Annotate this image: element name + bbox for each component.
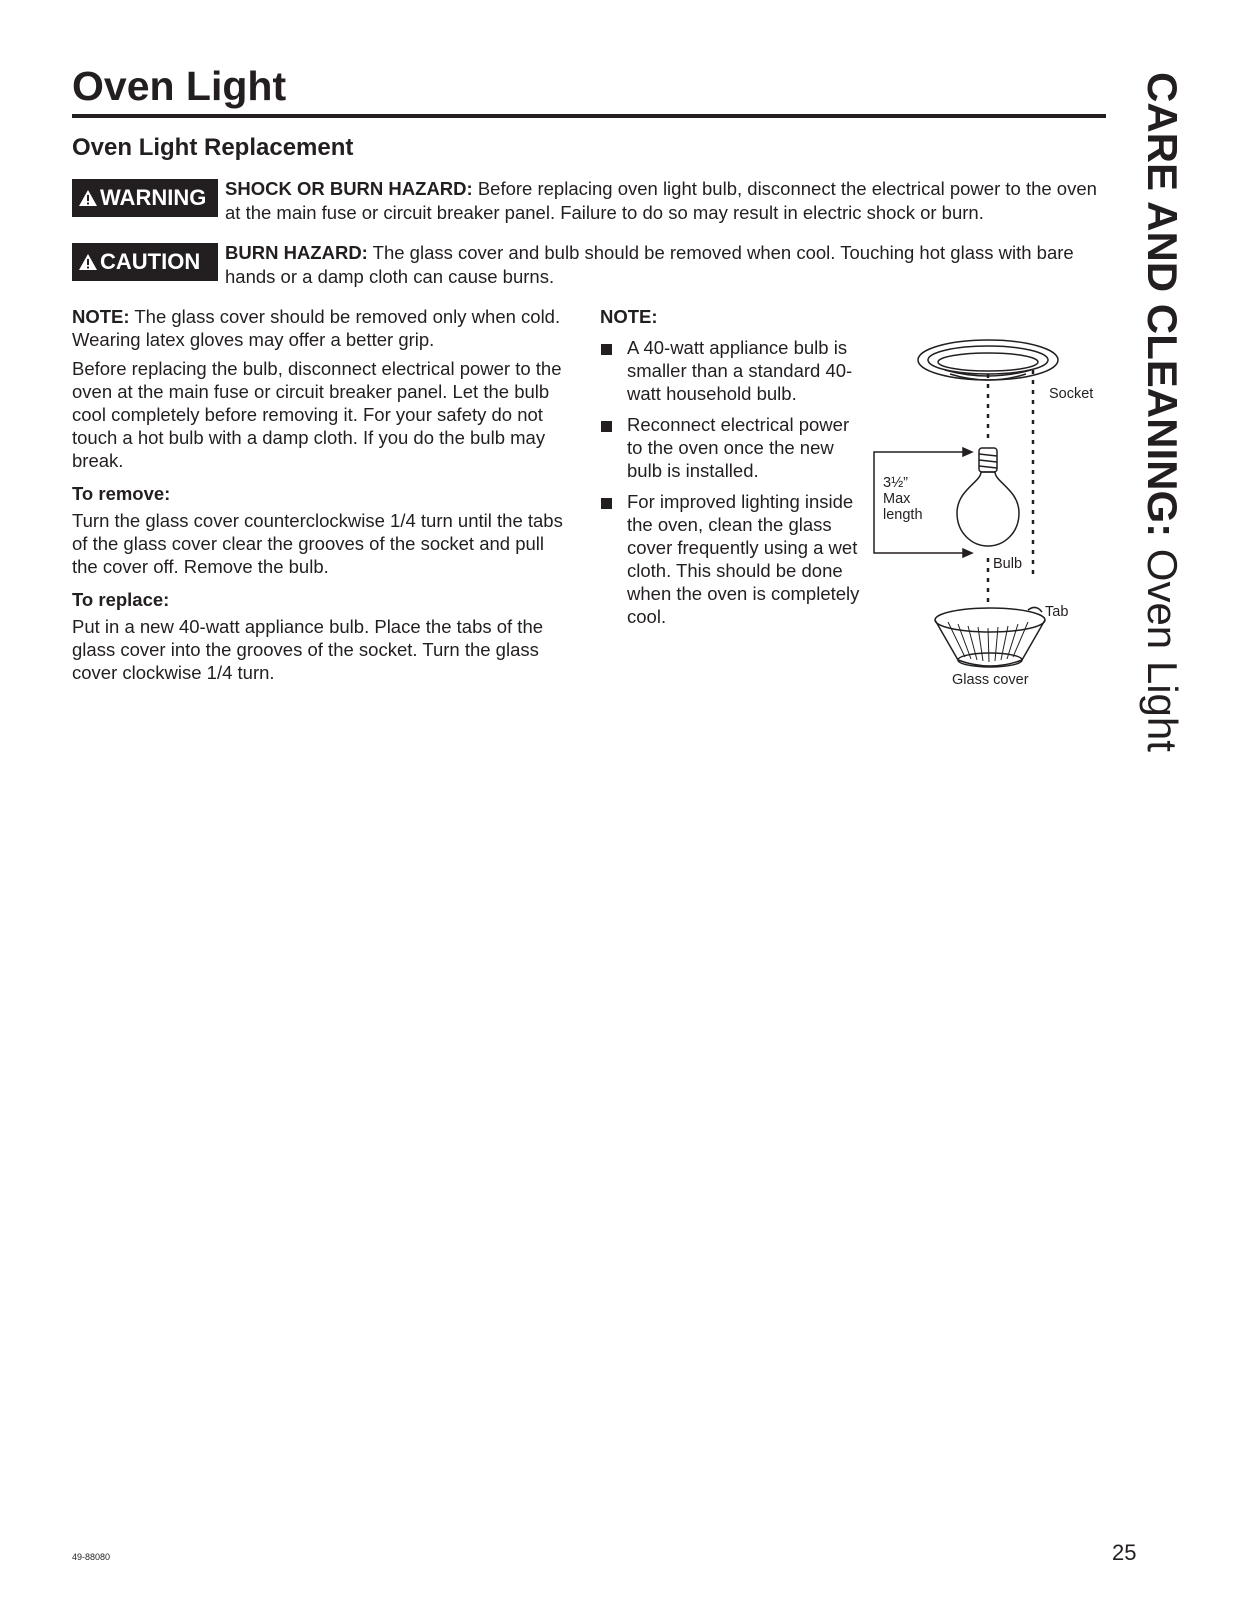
list-item-text: For improved lighting inside the oven, clean the glass cover frequently using a wet cloth. This should be done when the oven is completely cool. [627, 491, 860, 627]
remove-heading: To remove: [72, 483, 171, 504]
title-rule [72, 114, 1106, 118]
socket-label: Socket [1049, 386, 1094, 402]
page-number: 25 [1112, 1540, 1137, 1565]
length-label-3: length [883, 507, 923, 523]
length-label-1: 3½” [883, 475, 908, 491]
list-item-text: A 40-watt appliance bulb is smaller than a standard 40-watt household bulb. [627, 337, 853, 404]
tab-label: Tab [1045, 604, 1069, 620]
note-lead: NOTE: [72, 306, 130, 327]
note-paragraph [72, 305, 572, 351]
replace-heading: To replace: [72, 589, 170, 610]
bullet-square-icon [601, 421, 612, 432]
oven-light-diagram [850, 330, 1110, 700]
caution-badge [72, 243, 218, 281]
warning-body: Before replacing oven light bulb, disconnect the electrical power to the oven at the main fuse or circuit breaker panel. Failure to do so may result in electric shock or burn. [225, 178, 1097, 223]
side-tab-regular: Oven Light [1139, 537, 1186, 752]
bullet-square-icon [601, 498, 612, 509]
note-heading: NOTE: [600, 306, 658, 327]
side-section-tab [1137, 72, 1187, 752]
warning-triangle-icon [78, 253, 98, 271]
replace-text: Put in a new 40-watt appliance bulb. Place the tabs of the glass cover into the grooves of the socket. Turn the glass cover clockwise 1/4 turn. [72, 616, 544, 683]
safety-paragraph: Before replacing the bulb, disconnect electrical power to the oven at the main fuse or circuit breaker panel. Let the bulb cool completely before removing it. For your safety do not touch a hot bulb with a damp cloth. If you do the bulb may break. [72, 358, 562, 471]
bulb-label: Bulb [993, 556, 1023, 572]
middle-column [600, 305, 860, 636]
list-item-text: Reconnect electrical power to the oven once the new bulb is installed. [627, 414, 850, 481]
list-item [600, 336, 860, 405]
warning-badge-label: WARNING [100, 185, 207, 210]
warning-text [225, 177, 1115, 225]
left-column [72, 305, 572, 690]
note-body: The glass cover should be removed only when cold. Wearing latex gloves may offer a better grip. [72, 306, 561, 350]
caution-text [225, 241, 1115, 289]
warning-badge [72, 179, 218, 217]
warning-triangle-icon [78, 189, 98, 207]
side-tab-bold: CARE AND CLEANING: [1139, 72, 1186, 538]
length-label-2: Max [883, 491, 911, 507]
caution-body: The glass cover and bulb should be removed when cool. Touching hot glass with bare hands or a damp cloth can cause burns. [225, 242, 1074, 287]
document-number: 49-88080 [72, 1552, 111, 1562]
note-list [600, 336, 860, 628]
warning-lead: SHOCK OR BURN HAZARD: [225, 178, 473, 199]
bullet-square-icon [601, 344, 612, 355]
remove-text: Turn the glass cover counterclockwise 1/4 turn until the tabs of the glass cover clear the grooves of the socket and pull the cover off. Remove the bulb. [72, 510, 563, 577]
list-item [600, 413, 860, 482]
section-title: Oven Light Replacement [72, 134, 354, 161]
list-item [600, 490, 860, 628]
caution-badge-label: CAUTION [100, 249, 201, 274]
glass-cover-label: Glass cover [952, 672, 1029, 688]
page-title: Oven Light [72, 63, 287, 109]
caution-lead: BURN HAZARD: [225, 242, 368, 263]
